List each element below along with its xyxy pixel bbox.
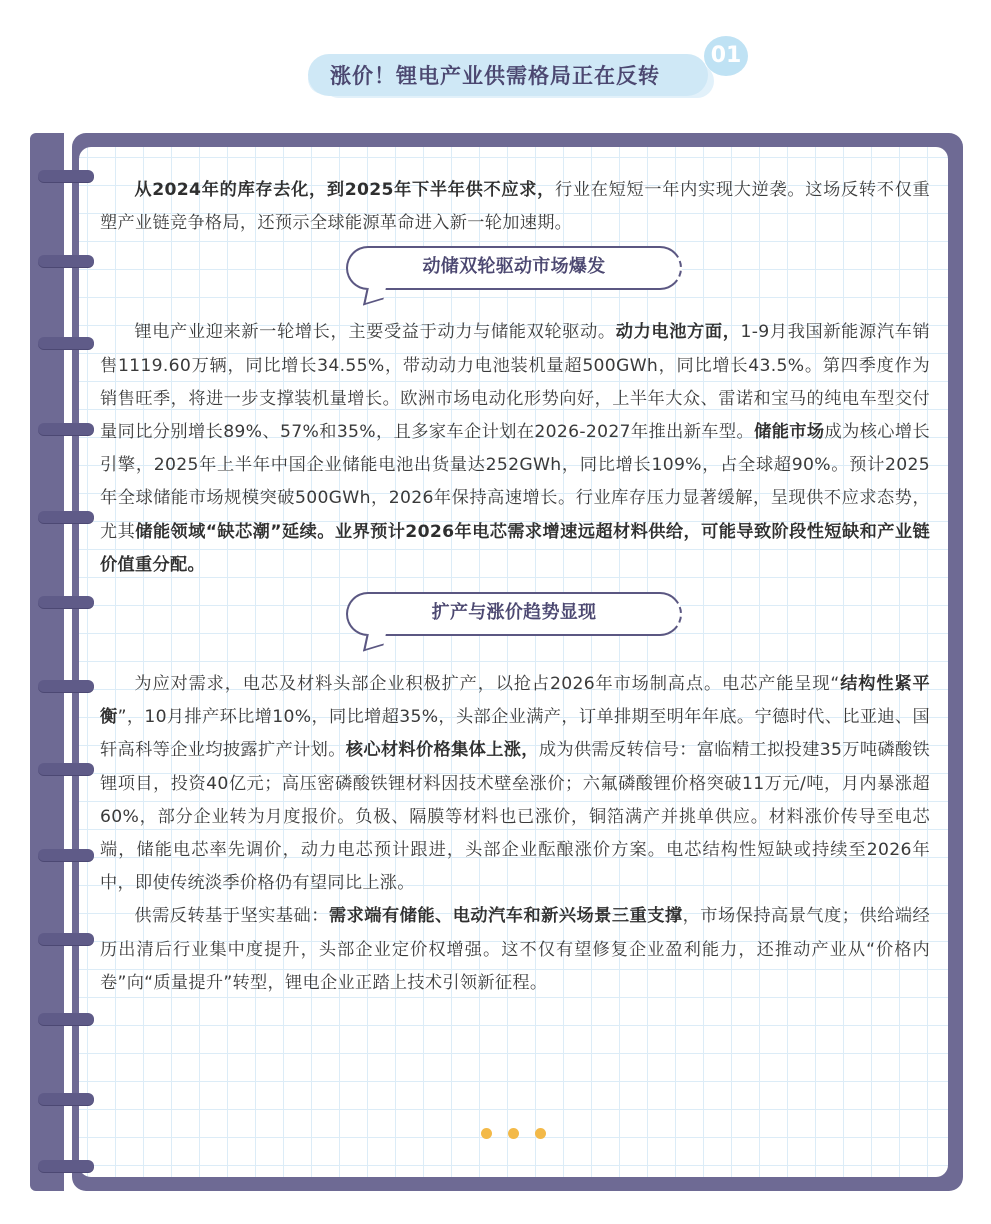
section-title-banner	[300, 36, 760, 108]
text-run: 供需反转基于坚实基础：	[134, 906, 329, 927]
dot-icon	[481, 1128, 492, 1139]
text-run: 锂电产业迎来新一轮增长，主要受益于动力与储能双轮驱动。	[134, 322, 616, 343]
section-paragraph	[100, 316, 930, 582]
intro-paragraph	[100, 174, 930, 240]
section-number-badge: 01	[704, 36, 748, 76]
binder-ring	[38, 763, 94, 775]
dot-icon	[535, 1128, 546, 1139]
bold-run: 储能市场	[754, 422, 825, 443]
binder-ring	[38, 170, 94, 182]
binder-ring	[38, 680, 94, 692]
dot-icon	[508, 1128, 519, 1139]
binder-ring	[38, 423, 94, 435]
section-heading: 动储双轮驱动市场爆发	[422, 256, 606, 278]
binder-ring	[38, 337, 94, 349]
text-run: ”，10月排产环比增10%，同比增超35%，头部企业满产，订单排期至明年年底。宁德时代、比亚迪、国轩高科等企业均披露扩产计划。	[100, 707, 930, 761]
bold-run: 动力电池方面，	[615, 322, 741, 343]
binder-ring	[38, 849, 94, 861]
text-run: 为应对需求，电芯及材料头部企业积极扩产，以抢占2026年市场制高点。电芯产能呈现“	[134, 674, 840, 695]
bold-run: 储能领域“缺芯潮”延续。业界预计2026年电芯需求增速远超材料供给，可能导致阶段性短缺和产业链价值重分配。	[100, 521, 930, 575]
binder-ring	[38, 1160, 94, 1172]
speech-bubble	[346, 592, 682, 636]
closing-paragraph	[100, 900, 930, 1000]
bold-run: 结构性紧平衡	[100, 674, 930, 728]
text-run: 成为核心增长引擎，2025年上半年中国企业储能电池出货量达252GWh，同比增长109%，占全球超90%。预计2025年全球储能市场规模突破500GWh，2026年保持高速增长。行业库存压力显著缓解，呈现供不应求态势，尤其	[100, 422, 930, 542]
notebook-spine	[30, 133, 64, 1191]
section-heading-row	[100, 582, 930, 668]
section-paragraph	[100, 668, 930, 900]
intro-bold: 从2024年的库存去化，到2025年下半年供不应求，	[134, 180, 555, 200]
binder-ring	[38, 255, 94, 267]
binder-ring	[38, 511, 94, 523]
bold-run: 核心材料价格集体上涨，	[345, 740, 539, 761]
speech-bubble	[346, 246, 682, 290]
intro-text: 行业在短短一年内实现大逆袭。这场反转不仅重塑产业链竞争格局，还预示全球能源革命进入新一轮加速期。	[100, 180, 930, 234]
page-title: 涨价！锂电产业供需格局正在反转	[330, 64, 660, 88]
text-run: ，市场保持高景气度；供给端经历出清后行业集中度提升，头部企业定价权增强。这不仅有望修复企业盈利能力，还推动产业从“价格内卷”向“质量提升”转型，锂电企业正踏上技术引领新征程。	[100, 906, 930, 993]
section-heading-row	[100, 240, 930, 316]
text-run: 成为供需反转信号：富临精工拟投建35万吨磷酸铁锂项目，投资40亿元；高压密磷酸铁锂材料因技术壁垒涨价；六氟磷酸锂价格突破11万元/吨，月内暴涨超60%，部分企业转为月度报价。负极、隔膜等材料也已涨价，铜箔满产并挑单供应。材料涨价传导至电芯端，储能电芯率先调价，动力电芯预计跟进，头部企业酝酿涨价方案。电芯结构性短缺或持续至2026年中，即使传统淡季价格仍有望同比上涨。	[100, 740, 930, 894]
binder-ring	[38, 1013, 94, 1025]
bold-run: 需求端有储能、电动汽车和新兴场景三重支撑	[328, 906, 683, 927]
article-body	[100, 174, 930, 1000]
text-run: 1-9月我国新能源汽车销售1119.60万辆，同比增长34.55%，带动动力电池装机量超500GWh，同比增长43.5%。第四季度作为销售旺季，将进一步支撑装机量增长。欧洲市场电动化形势向好，上半年大众、雷诺和宝马的纯电车型交付量同比分别增长89%、57%和35%，且多家车企计划在2026-2027年推出新车型。	[100, 322, 930, 443]
binder-ring	[38, 596, 94, 608]
section-heading: 扩产与涨价趋势显现	[431, 602, 597, 624]
binder-ring	[38, 933, 94, 945]
binder-ring	[38, 1093, 94, 1105]
